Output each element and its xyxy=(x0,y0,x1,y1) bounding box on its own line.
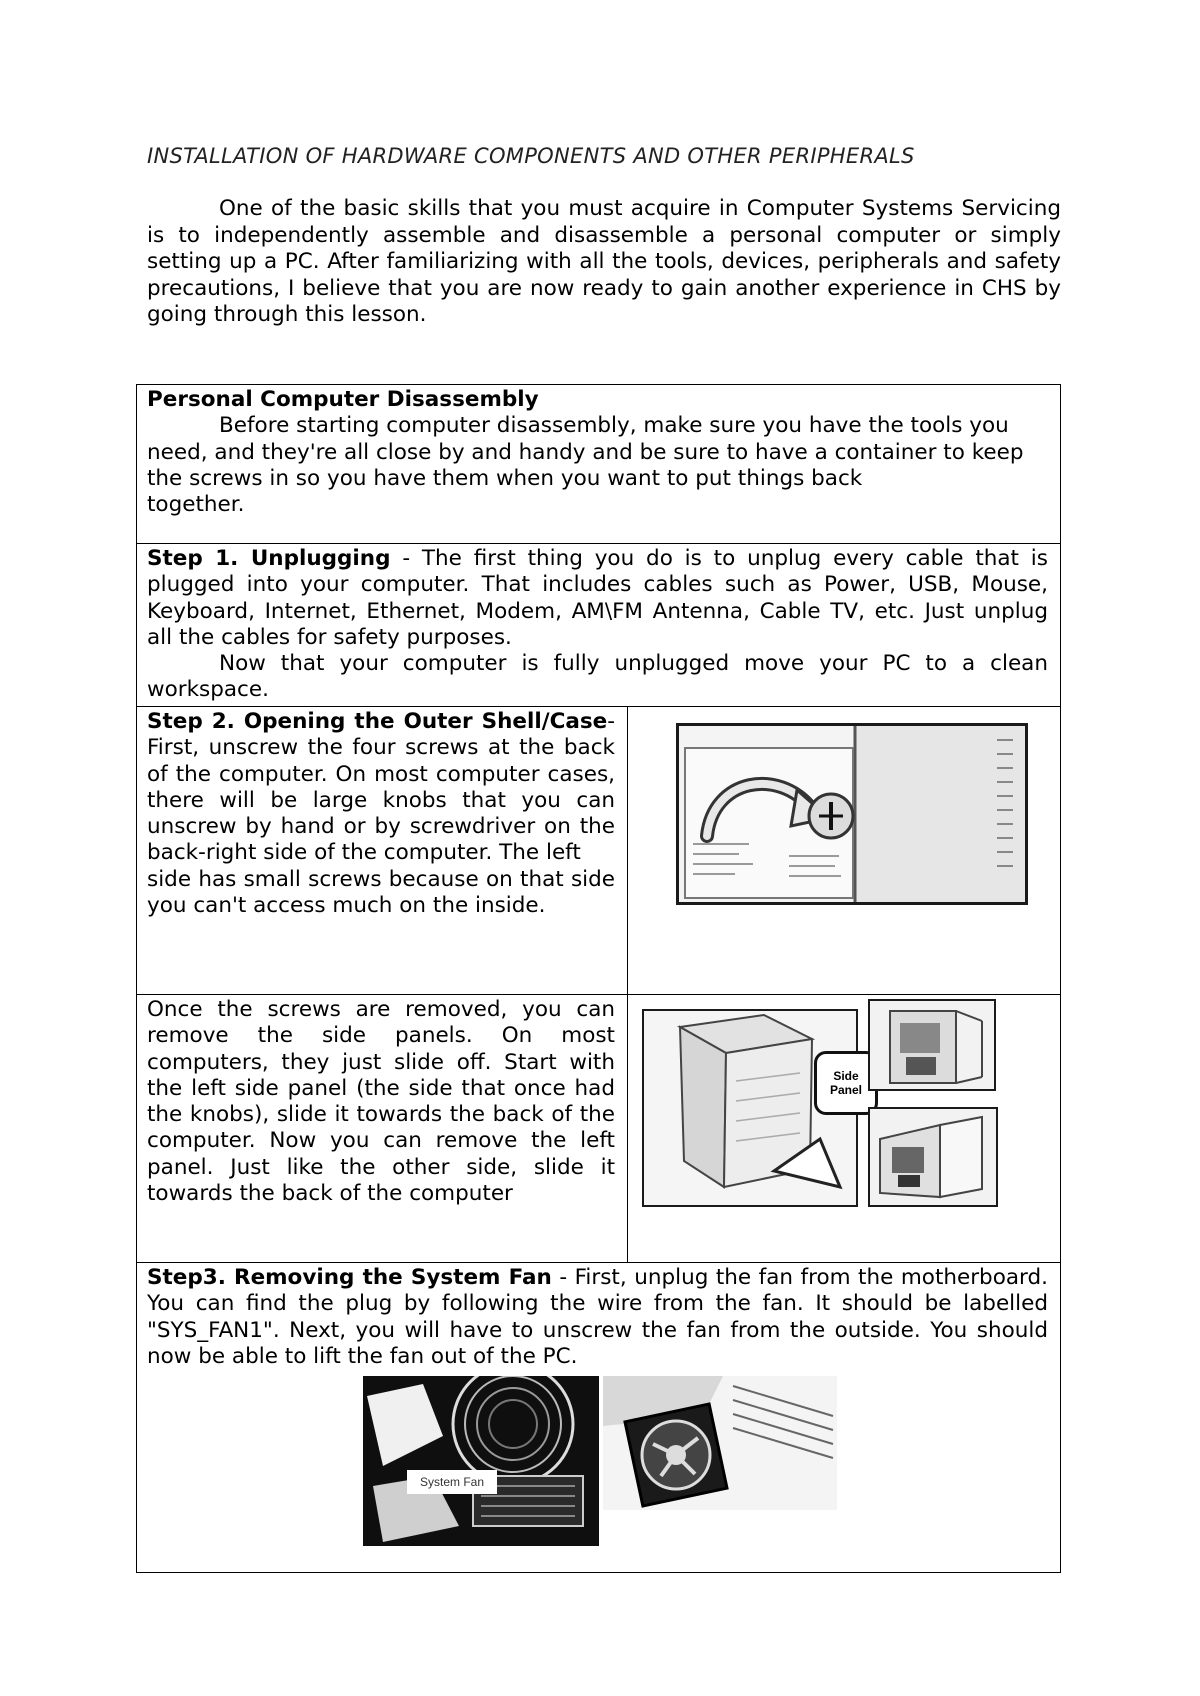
table-row xyxy=(137,544,1061,707)
step1-cell xyxy=(137,544,1061,707)
table-row xyxy=(137,1263,1061,1573)
step3-cell xyxy=(137,1263,1061,1573)
disassembly-body-text: Before starting computer disassembly, make sure you have the tools you need, and they're all close by and handy and be sure to have a container to keep the screws in so you have them when you want to put things back xyxy=(147,413,1024,491)
step3-photos xyxy=(147,1370,1048,1546)
table-row xyxy=(137,995,1061,1263)
intro-text: One of the basic skills that you must acquire in Computer Systems Servicing is to independently assemble and disassemble a personal computer or simply setting up a PC. After familiarizing with all the tools, devices, peripherals and safety precautions, I believe that you are now ready to gain another experience in CHS by going through this lesson. xyxy=(147,196,1061,327)
step2-text-cell xyxy=(137,707,628,995)
step2-image-cell xyxy=(628,707,1061,995)
step2b-text-cell xyxy=(137,995,628,1263)
system-fan-illustration-1 xyxy=(363,1376,599,1546)
step3-paragraph xyxy=(147,1265,1048,1370)
case-back-photo xyxy=(676,723,1028,905)
step1-text-2: Now that your computer is fully unplugged move your PC to a clean workspace. xyxy=(147,651,1048,703)
step3-label: Step3. Removing the System Fan xyxy=(147,1265,552,1290)
step2-label: Step 2. Opening the Outer Shell/Case xyxy=(147,709,608,734)
step1-text: - The first thing you do is to unplug every cable that is plugged into your computer. That includes cables such as Power, USB, Mouse, Keyboard, Internet, Ethernet, Modem, AM\FM Antenna, Cable TV, etc. Just unplug all the cables for safety purposes. xyxy=(147,546,1048,650)
system-fan-label: System Fan xyxy=(419,1475,485,1490)
step2-paragraph xyxy=(147,709,615,867)
steps-table xyxy=(136,384,1061,1573)
step2b-image-cell xyxy=(628,995,1061,1263)
case-open-bottom-illustration xyxy=(870,1109,996,1205)
system-fan-illustration-2 xyxy=(603,1376,837,1510)
intro-paragraph xyxy=(147,196,1061,329)
step1-paragraph xyxy=(147,546,1048,651)
table-row xyxy=(137,707,1061,995)
step1-paragraph-2 xyxy=(147,651,1048,704)
disassembly-body xyxy=(147,413,1042,492)
disassembly-cell xyxy=(137,385,1061,544)
step3-text: - First, unplug the fan from the motherboard. You can find the plug by following the wire from the fan. It should be labelled "SYS_FAN1". Next, you will have to unscrew the fan from the outside. You should now be able to lift the fan out of the PC. xyxy=(147,1265,1048,1369)
step1-label: Step 1. Unplugging xyxy=(147,546,391,571)
case-open-photo-top xyxy=(868,999,996,1091)
system-fan-photo-1 xyxy=(363,1376,599,1546)
case-back-illustration xyxy=(679,726,1025,902)
step2-text: - First, unscrew the four screws at the back of the computer. On most computer cases, there will be large knobs that you can unscrew by hand or by screwdriver on the back-right side of the computer. The left xyxy=(147,709,615,866)
table-row xyxy=(137,385,1061,544)
system-fan-photo-2 xyxy=(603,1376,837,1510)
case-open-top-illustration xyxy=(870,1001,994,1089)
case-open-photo-bottom xyxy=(868,1107,998,1207)
step2-paragraph-b: side has small screws because on that side you can't access much on the inside. xyxy=(147,866,615,919)
disassembly-body-end: together. xyxy=(147,492,245,518)
side-panel-callout-text: Side Panel xyxy=(829,1069,862,1097)
document-title: INSTALLATION OF HARDWARE COMPONENTS AND OTHER PERIPHERALS xyxy=(147,144,915,168)
disassembly-heading: Personal Computer Disassembly xyxy=(147,387,539,412)
step2b-text: Once the screws are removed, you can remove the side panels. On most computers, they just slide off. Start with the left side panel (the side that once had the knobs), slide it towards the back of the computer. Now you can remove the left panel. Just like the other side, slide it towards the back of the computer xyxy=(147,997,615,1207)
